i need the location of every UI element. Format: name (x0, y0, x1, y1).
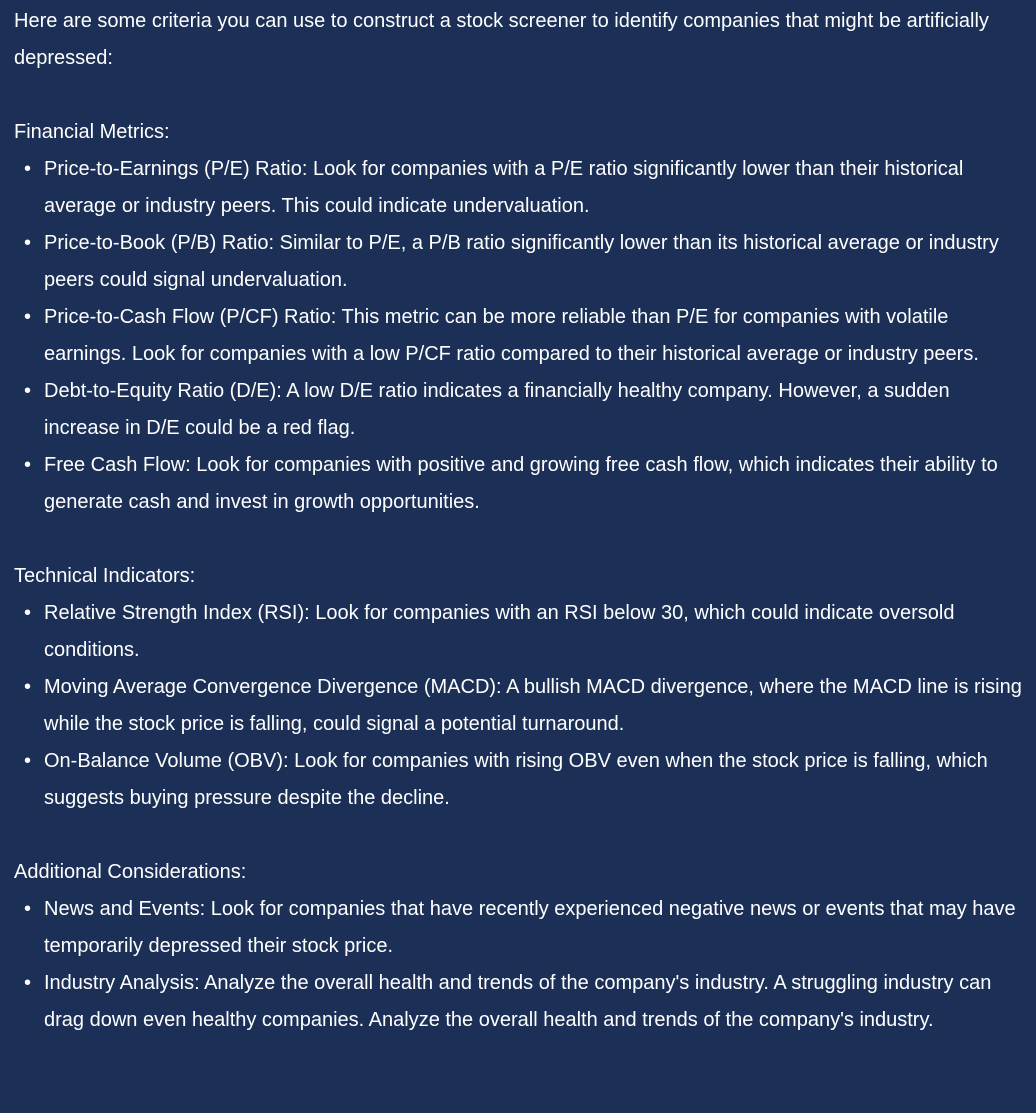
list-item (14, 891, 1022, 965)
list-item (14, 743, 1022, 817)
list-item-text: Moving Average Convergence Divergence (MACD): A bullish MACD divergence, where the MACD line is rising while the stock price is falling, could signal a potential turnaround. (44, 676, 1022, 735)
bullet-icon: • (24, 158, 32, 180)
bullet-icon: • (24, 232, 32, 254)
bullet-icon: • (24, 602, 32, 624)
bullet-icon: • (24, 676, 32, 698)
intro-paragraph: Here are some criteria you can use to construct a stock screener to identify companies that might be artificially depressed: (14, 10, 989, 69)
list-item (14, 151, 1022, 225)
list-item (14, 225, 1022, 299)
list-item-text: Price-to-Cash Flow (P/CF) Ratio: This metric can be more reliable than P/E for companies with volatile earnings. Look for companies with a low P/CF ratio compared to their historical average or industry peers. (44, 306, 979, 365)
list-item (14, 447, 1022, 521)
list-item (14, 373, 1022, 447)
additional-considerations-list (14, 891, 1022, 1039)
bullet-icon: • (24, 972, 32, 994)
section-heading-additional-considerations: Additional Considerations: (14, 861, 247, 883)
list-item (14, 669, 1022, 743)
list-item-text: Industry Analysis: Analyze the overall health and trends of the company's industry. A struggling industry can drag down even healthy companies. Analyze the overall health and trends of the company's industry. (44, 972, 992, 1031)
list-item-text: News and Events: Look for companies that have recently experienced negative news or events that may have temporarily depressed their stock price. (44, 898, 1016, 957)
list-item-text: On-Balance Volume (OBV): Look for companies with rising OBV even when the stock price is falling, which suggests buying pressure despite the decline. (44, 750, 988, 809)
list-item-text: Price-to-Book (P/B) Ratio: Similar to P/E, a P/B ratio significantly lower than its historical average or industry peers could signal undervaluation. (44, 232, 999, 291)
list-item-text: Relative Strength Index (RSI): Look for companies with an RSI below 30, which could indicate oversold conditions. (44, 602, 955, 661)
technical-indicators-list (14, 595, 1022, 817)
list-item-text: Free Cash Flow: Look for companies with positive and growing free cash flow, which indicates their ability to generate cash and invest in growth opportunities. (44, 454, 998, 513)
section-heading-technical-indicators: Technical Indicators: (14, 565, 196, 587)
bullet-icon: • (24, 454, 32, 476)
list-item (14, 299, 1022, 373)
financial-metrics-list (14, 151, 1022, 521)
bullet-icon: • (24, 306, 32, 328)
section-heading-financial-metrics: Financial Metrics: (14, 121, 170, 143)
bullet-icon: • (24, 750, 32, 772)
bullet-icon: • (24, 380, 32, 402)
list-item (14, 965, 1022, 1039)
list-item-text: Price-to-Earnings (P/E) Ratio: Look for companies with a P/E ratio significantly lower than their historical average or industry peers. This could indicate undervaluation. (44, 158, 964, 217)
list-item-text: Debt-to-Equity Ratio (D/E): A low D/E ratio indicates a financially healthy company. However, a sudden increase in D/E could be a red flag. (44, 380, 950, 439)
bullet-icon: • (24, 898, 32, 920)
list-item (14, 595, 1022, 669)
